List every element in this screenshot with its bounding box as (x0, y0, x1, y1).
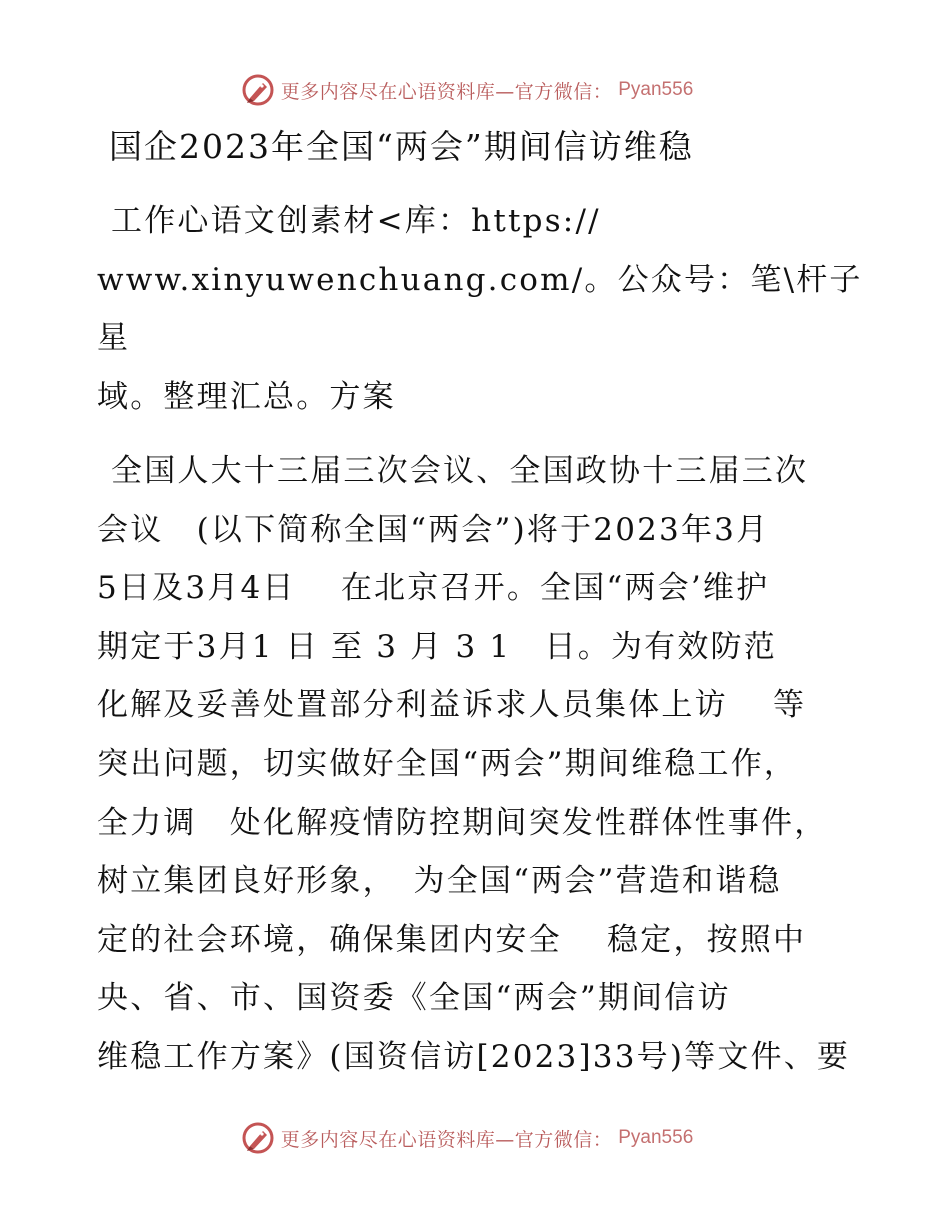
body-line: 期定于3月1 日 至 3 月 3 1 日。为有效防范 (97, 628, 777, 665)
body-line: 央、省、市、国资委《全国“两会”期间信访 (97, 980, 731, 1017)
watermark-banner-inner (241, 1121, 694, 1155)
body-line: 全国人大十三届三次会议、全国政协十三届三次 (111, 453, 809, 489)
body-paragraph (97, 442, 867, 1087)
watermark-banner-bottom (0, 1118, 950, 1158)
body-line: 树立集团良好形象， 为全国“两会”营造和谐稳 (97, 863, 782, 900)
watermark-wechat-id: Pyan556 (618, 79, 694, 100)
body-line: 全力调 处化解疫情防控期间突发性群体性事件， (97, 804, 828, 841)
document-body (97, 120, 867, 1103)
body-line: 维稳工作方案》(国资信访[2023]33号)等文件、要 (97, 1038, 851, 1075)
body-line: 突出问题，切实做好全国“两会”期间维稳工作， (97, 745, 798, 782)
watermark-banner-inner (241, 73, 694, 107)
watermark-text: 更多内容尽在心语资料库—官方微信： (280, 80, 613, 103)
pen-nib-logo-icon (241, 1121, 275, 1155)
watermark-text: 更多内容尽在心语资料库—官方微信： (280, 1128, 613, 1151)
watermark-banner-top (0, 70, 950, 110)
intro-paragraph (97, 192, 867, 426)
body-line: 5日及3月4日 在北京召开。全国“两会’维护 (97, 570, 770, 607)
intro-line-2: www.xinyuwenchuang.com/。公众号：笔\杆子星 (97, 261, 863, 356)
watermark-wechat-id: Pyan556 (618, 1127, 694, 1148)
body-line: 化解及妥善处置部分利益诉求人员集体上访 等 (97, 687, 807, 724)
intro-line-3: 域。整理汇总。方案 (97, 378, 396, 415)
document-title: 国企2023年全国“两会”期间信访维稳 (109, 127, 694, 166)
body-line: 定的社会环境，确保集团内安全 稳定，按照中 (97, 921, 807, 958)
intro-line-1: 工作心语文创素材<库：https:// (111, 203, 601, 239)
pen-nib-logo-icon (241, 73, 275, 107)
body-line: 会议 (以下简称全国“两会”)将于2023年3月 (97, 511, 770, 548)
